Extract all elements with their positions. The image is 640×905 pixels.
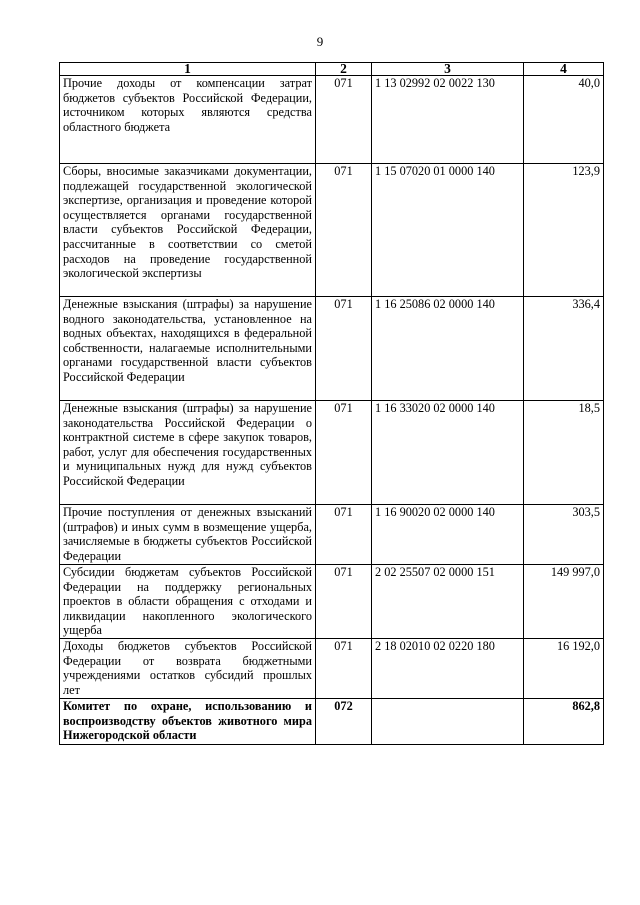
row-budget-code: 1 16 90020 02 0000 140 bbox=[372, 505, 524, 565]
row-amount: 336,4 bbox=[524, 297, 604, 401]
row-admin-code: 071 bbox=[316, 401, 372, 505]
table-header-row bbox=[60, 63, 604, 76]
row-budget-code: 2 18 02010 02 0220 180 bbox=[372, 639, 524, 699]
row-description: Прочие поступления от денежных взысканий (штрафов) и иных сумм в возмещение ущерба, зачисляемые в бюджеты субъектов Российской Федерации bbox=[60, 505, 316, 565]
row-budget-code: 1 16 25086 02 0000 140 bbox=[372, 297, 524, 401]
row-description: Прочие доходы от компенсации затрат бюджетов субъектов Российской Федерации, источником которых являются средства областного бюджета bbox=[60, 76, 316, 164]
row-amount: 123,9 bbox=[524, 164, 604, 297]
row-admin-code: 072 bbox=[316, 699, 372, 745]
table-row-committee bbox=[60, 699, 604, 745]
header-col-3: 3 bbox=[372, 63, 524, 76]
table-row bbox=[60, 565, 604, 639]
header-col-4: 4 bbox=[524, 63, 604, 76]
row-admin-code: 071 bbox=[316, 164, 372, 297]
row-amount: 40,0 bbox=[524, 76, 604, 164]
page-number: 9 bbox=[316, 34, 324, 49]
table-row bbox=[60, 164, 604, 297]
row-budget-code: 1 13 02992 02 0022 130 bbox=[372, 76, 524, 164]
row-admin-code: 071 bbox=[316, 505, 372, 565]
row-description: Сборы, вносимые заказчиками документации, подлежащей государственной экологической экспертизе, организация и проведение которой осуществляется органами государственной власти субъектов Российской Федерации, рассчитанные в соответствии со сметой расходов на проведение государственной экологической экспертизы bbox=[60, 164, 316, 297]
table-row bbox=[60, 401, 604, 505]
row-budget-code bbox=[372, 699, 524, 745]
table-row bbox=[60, 505, 604, 565]
row-admin-code: 071 bbox=[316, 297, 372, 401]
table-row bbox=[60, 297, 604, 401]
row-amount: 862,8 bbox=[524, 699, 604, 745]
row-admin-code: 071 bbox=[316, 76, 372, 164]
row-description: Комитет по охране, использованию и воспроизводству объектов животного мира Нижегородской области bbox=[60, 699, 316, 745]
row-description: Денежные взыскания (штрафы) за нарушение водного законодательства, установленное на водных объектах, находящихся в федеральной собственности, налагаемые исполнительными органами государственной власти субъектов Российской Федерации bbox=[60, 297, 316, 401]
row-budget-code: 1 15 07020 01 0000 140 bbox=[372, 164, 524, 297]
row-description: Денежные взыскания (штрафы) за нарушение законодательства Российской Федерации о контрактной системе в сфере закупок товаров, работ, услуг для обеспечения государственных и муниципальных нужд для нужд субъектов Российской Федерации bbox=[60, 401, 316, 505]
table-row bbox=[60, 76, 604, 164]
table-row bbox=[60, 639, 604, 699]
row-amount: 149 997,0 bbox=[524, 565, 604, 639]
row-budget-code: 2 02 25507 02 0000 151 bbox=[372, 565, 524, 639]
header-col-1: 1 bbox=[60, 63, 316, 76]
row-amount: 303,5 bbox=[524, 505, 604, 565]
row-description: Субсидии бюджетам субъектов Российской Федерации на поддержку региональных проектов в области обращения с отходами и ликвидации накопленного экологического ущерба bbox=[60, 565, 316, 639]
row-description: Доходы бюджетов субъектов Российской Федерации от возврата бюджетными учреждениями остатков субсидий прошлых лет bbox=[60, 639, 316, 699]
row-amount: 18,5 bbox=[524, 401, 604, 505]
header-col-2: 2 bbox=[316, 63, 372, 76]
revenue-table bbox=[59, 62, 604, 745]
row-amount: 16 192,0 bbox=[524, 639, 604, 699]
row-admin-code: 071 bbox=[316, 565, 372, 639]
row-budget-code: 1 16 33020 02 0000 140 bbox=[372, 401, 524, 505]
row-admin-code: 071 bbox=[316, 639, 372, 699]
